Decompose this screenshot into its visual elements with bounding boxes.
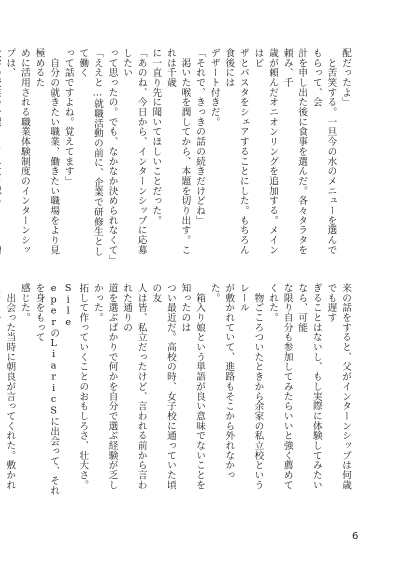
text-line: が敷かれていて、進路もそこから外れなかった。 — [208, 283, 235, 480]
text-line: 感じた。 — [18, 283, 30, 323]
text-line: 配だったよ」 — [340, 48, 351, 108]
text-line: 「あのね、今日から、インターンシップに応募したい — [121, 48, 147, 255]
text-line: めに活用される職業体験制度のインターンシップは、 — [4, 48, 30, 255]
text-line: と苦笑する。一旦今の水のメニューを選んでもらって、会 — [310, 48, 337, 255]
text-line: デザート付きだ。 — [208, 48, 220, 127]
text-line: つい最近だ。高校の時、女子校に通っていた頃の友 — [150, 283, 176, 490]
text-line: って話ですよね。覚えてます」 — [62, 48, 74, 186]
text-line: 人は皆、私立だったけど、言われる前から言われた通りの — [121, 283, 147, 490]
upper-text-block — [4, 48, 352, 265]
text-line: 「ええと…就職活動の前に、企業で研修生として働く — [77, 48, 103, 257]
text-line: 道を選ぶばかりで何かを自分で選ぶ経験が乏しかった。 — [91, 283, 118, 490]
text-line: 物ごころついたときから余家の私立校というレール — [237, 283, 264, 490]
text-line: 歳が頼んだオニオンリングを追加する。メインはピ — [252, 48, 279, 255]
text-line: ぎることはないし、もし実際に体験してみたいなら、可能 — [296, 283, 322, 490]
text-line: 自分の就きたい職業、働きたい職場をより見極めるた — [33, 48, 60, 255]
lower-text-block — [4, 283, 352, 499]
text-line: 箱入り娘という単語が良い意味でないことを知ったのは — [179, 283, 206, 490]
text-line: って思ったの。でも、なかなか決められなくて」 — [106, 48, 118, 265]
text-line: ザとパスタをシェアすることにした。もちろん食後には — [223, 48, 249, 255]
text-line — [0, 48, 2, 264]
text-line: 拓して作っていくことのおもしろさ、壮大さ。Sile — [62, 283, 89, 490]
text-line: 計を申し出た後に食事を選んだ。各々タラタを頼み、千 — [281, 48, 308, 255]
text-line: 来の話をすると、父がインターンシップは何歳でも遅す — [325, 283, 351, 490]
text-line: 「それで、きっきの話の続きだけどね」 — [194, 48, 206, 226]
text-line: 渇いた喉を潤してから、本題を切り出す。これは千歳 — [164, 48, 191, 255]
text-line: 出会った当時に朝良が言ってくれた。敷かれ — [4, 292, 16, 490]
text-line: な限り自分も参加してみたらいいと強く薦めてくれた。 — [267, 283, 293, 490]
text-line: に一直り先に聞いてほしいことだった。 — [150, 48, 162, 226]
text-line: eperのLiaricSに出会って、それを身をもって — [33, 283, 60, 496]
page-number: 6 — [352, 531, 359, 542]
